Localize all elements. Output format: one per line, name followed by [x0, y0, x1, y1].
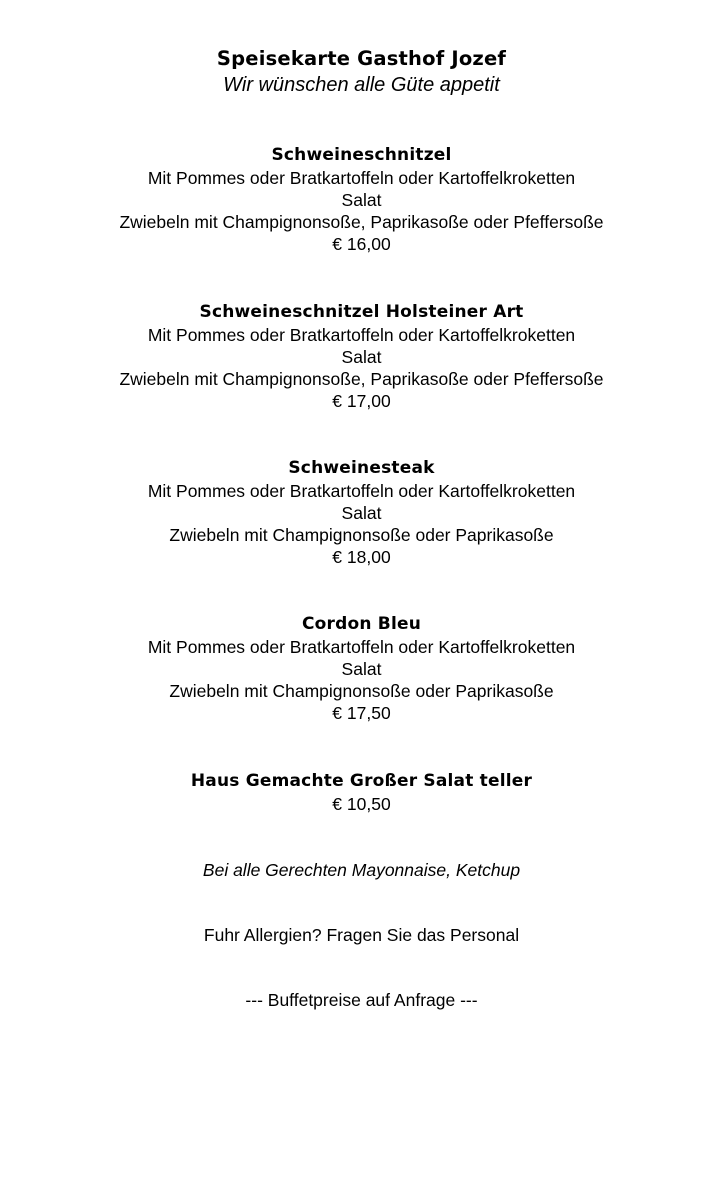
menu-header	[0, 46, 723, 98]
menu-item-price: € 18,00	[332, 547, 391, 567]
menu-item-sauces: Zwiebeln mit Champignonsoße oder Paprikasoße	[169, 681, 554, 701]
menu-item-salad: Salat	[341, 659, 382, 679]
menu-item-sauces: Zwiebeln mit Champignonsoße oder Paprikasoße	[169, 525, 554, 545]
menu-item-sides: Mit Pommes oder Bratkartoffeln oder Kartoffelkroketten	[147, 325, 576, 345]
menu-item-price: € 10,50	[332, 794, 391, 814]
menu-item-name: Cordon Bleu	[301, 614, 422, 634]
menu-item	[0, 143, 723, 255]
menu-item-salad: Salat	[341, 347, 382, 367]
menu-item-sauces: Zwiebeln mit Champignonsoße, Paprikasoße oder Pfeffersoße	[119, 212, 604, 232]
menu-item-sauces: Zwiebeln mit Champignonsoße, Paprikasoße oder Pfeffersoße	[119, 369, 604, 389]
allergy-note: Fuhr Allergien? Fragen Sie das Personal	[203, 925, 520, 945]
menu-item-price: € 17,50	[332, 703, 391, 723]
menu-item	[0, 769, 723, 815]
menu-item-sides: Mit Pommes oder Bratkartoffeln oder Kartoffelkroketten	[147, 637, 576, 657]
menu-item	[0, 456, 723, 568]
condiments-note: Bei alle Gerechten Mayonnaise, Ketchup	[202, 860, 521, 880]
menu-item-price: € 16,00	[332, 234, 391, 254]
menu-item-name: Schweinesteak	[288, 458, 435, 478]
menu-item-salad: Salat	[341, 503, 382, 523]
menu-item	[0, 300, 723, 412]
menu-item-price: € 17,00	[332, 391, 391, 411]
menu-item-sides: Mit Pommes oder Bratkartoffeln oder Kartoffelkroketten	[147, 168, 576, 188]
menu-item-name: Schweineschnitzel	[271, 145, 452, 165]
menu-subtitle: Wir wünschen alle Güte appetit	[223, 74, 500, 96]
menu-item-sides: Mit Pommes oder Bratkartoffeln oder Kartoffelkroketten	[147, 481, 576, 501]
menu-item-name: Haus Gemachte Großer Salat teller	[190, 771, 533, 791]
menu-title: Speisekarte Gasthof Jozef	[216, 47, 507, 70]
buffet-note: --- Buffetpreise auf Anfrage ---	[245, 990, 478, 1010]
menu-item-name: Schweineschnitzel Holsteiner Art	[199, 302, 524, 322]
menu-item-salad: Salat	[341, 190, 382, 210]
menu-item	[0, 612, 723, 724]
